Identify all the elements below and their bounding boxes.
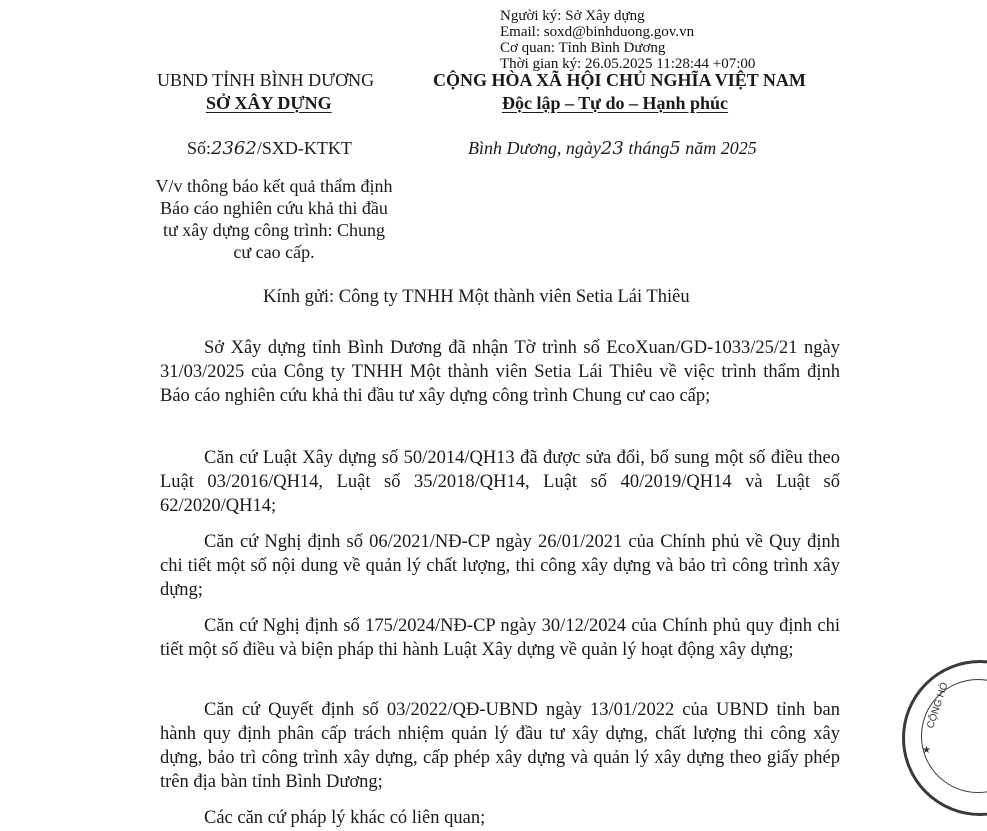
subject-line: tư xây dựng công trình: Chung [163, 220, 385, 240]
date-month-handwritten: 5 [669, 138, 681, 159]
date-day-handwritten: 23 [600, 138, 624, 159]
org-parent: UBND TỈNH BÌNH DƯƠNG [157, 70, 375, 90]
signature-agency: Cơ quan: Tỉnh Bình Dương [500, 40, 666, 56]
body-paragraph: Căn cứ Quyết định số 03/2022/QĐ-UBND ngày 13/01/2022 của UBND tỉnh ban hành quy định phân cấp trách nhiệm quản lý đầu tư xây dựng, chất lượng thi công xây dựng, bảo trì công trình xây dựng, cấp phép xây dựng và quản lý xây dựng theo giấy phép trên địa bàn tỉnh Bình Dương; [160, 700, 840, 792]
country-name: CỘNG HÒA XÃ HỘI CHỦ NGHĨA VIỆT NAM [433, 70, 806, 90]
national-motto: Độc lập – Tự do – Hạnh phúc [502, 93, 729, 113]
issue-date [468, 138, 757, 159]
org-name: SỞ XÂY DỰNG [206, 93, 332, 113]
number-handwritten: 2362 [211, 138, 257, 159]
date-place: Bình Dương, ngày [468, 138, 601, 158]
signature-signer: Người ký: Sở Xây dựng [500, 8, 645, 24]
signature-email[interactable]: Email: soxd@binhduong.gov.vn [500, 24, 695, 40]
body-paragraph: Căn cứ Nghị định số 175/2024/NĐ-CP ngày 30/12/2024 của Chính phủ quy định chi tiết một số điều và biện pháp thi hành Luật Xây dựng về quản lý hoạt động xây dựng; [160, 616, 840, 660]
subject-line: Báo cáo nghiên cứu khả thi đầu [160, 198, 388, 218]
seal-text: CỘNG HÒ [925, 681, 951, 730]
subject-line: V/v thông báo kết quả thẩm định [155, 176, 393, 196]
digital-signature-block [500, 8, 755, 72]
document-number [187, 138, 352, 159]
body-paragraph: Sở Xây dựng tỉnh Bình Dương đã nhận Tờ trình số EcoXuan/GD-1033/25/21 ngày 31/03/2025 của Công ty TNHH Một thành viên Setia Lái Thiêu về việc trình thẩm định Báo cáo nghiên cứu khả thi đầu tư xây dựng công trình Chung cư cao cấp; [160, 338, 840, 406]
number-prefix: Số: [187, 138, 212, 158]
body-paragraph: Căn cứ Luật Xây dựng số 50/2014/QH13 đã được sửa đổi, bổ sung một số điều theo Luật 03/2016/QH14, Luật số 35/2018/QH14, Luật số 40/2019/QH14 và Luật số 62/2020/QH14; [160, 448, 840, 516]
date-year: năm 2025 [685, 138, 757, 158]
recipient-line: Kính gửi: Công ty TNHH Một thành viên Setia Lái Thiêu [263, 287, 690, 307]
subject-block [138, 175, 410, 263]
signature-time: Thời gian ký: 26.05.2025 11:28:44 +07:00 [500, 56, 756, 72]
body-paragraph: Các căn cứ pháp lý khác có liên quan; [204, 808, 486, 828]
seal-star-icon: ★ [922, 745, 931, 756]
number-suffix: /SXD-KTKT [256, 138, 352, 158]
date-month-label: tháng [628, 138, 670, 158]
subject-line: cư cao cấp. [233, 242, 315, 262]
body-paragraph: Căn cứ Nghị định số 06/2021/NĐ-CP ngày 26/01/2021 của Chính phủ về Quy định chi tiết một số nội dung về quản lý chất lượng, thi công xây dựng và bảo trì công trình xây dựng; [160, 532, 840, 600]
official-seal-inner-ring [921, 679, 987, 793]
